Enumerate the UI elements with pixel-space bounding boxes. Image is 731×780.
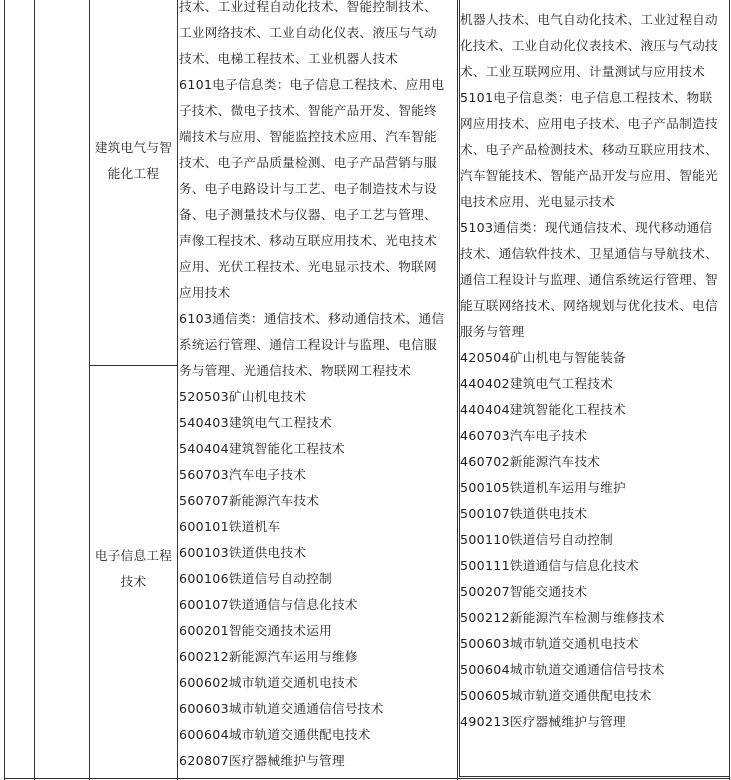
- major-line: 440402建筑电气工程技术: [460, 376, 614, 391]
- major-line: 600201智能交通技术运用: [179, 623, 333, 638]
- major-line: 电技术应用、光电显示技术: [460, 194, 615, 209]
- column-border: [89, 0, 90, 780]
- major-line: 声像工程技术、移动互联应用技术、光电技术: [179, 233, 437, 248]
- middle-column-text: [179, 0, 457, 774]
- major-line: 通信工程设计与监理、通信系统运行管理、智: [460, 272, 718, 287]
- major-line: 务、电子电路设计与工艺、电子制造技术与设: [179, 181, 437, 196]
- major-line: 600212新能源汽车运用与维修: [179, 649, 358, 664]
- major-line: 能互联网络技术、网络规划与优化技术、电信: [460, 298, 718, 313]
- major-line: 540404建筑智能化工程技术: [179, 441, 345, 456]
- major-line: 520503矿山机电技术: [179, 389, 307, 404]
- right-column-bottom-border: [459, 776, 729, 777]
- major-line: 网应用技术、应用电子技术、电子产品制造技: [460, 116, 718, 131]
- column-border: [177, 0, 178, 780]
- major-line: 560707新能源汽车技术: [179, 493, 320, 508]
- major-line: 5103通信类：现代通信技术、现代移动通信: [460, 220, 713, 235]
- major-line: 490213医疗器械维护与管理: [460, 714, 626, 729]
- major-line: 500605城市轨道交通供配电技术: [460, 688, 652, 703]
- category-cell-electronic-info: [90, 543, 177, 595]
- major-line: 600602城市轨道交通机电技术: [179, 675, 358, 690]
- major-line: 工业网络技术、工业自动化仪表、液压与气动: [179, 25, 437, 40]
- major-line: 6103通信类：通信技术、移动通信技术、通信: [179, 311, 445, 326]
- column-border: [457, 0, 458, 780]
- major-line: 备、电子测量技术与仪器、电子工艺与管理、: [179, 207, 437, 222]
- major-line: 440404建筑智能化工程技术: [460, 402, 626, 417]
- major-line: 服务与管理: [460, 324, 525, 339]
- category-name-line: 建筑电气与智: [94, 140, 173, 155]
- category-name-line: 能化工程: [107, 166, 160, 181]
- major-line: 技术、通信软件技术、卫星通信与导航技术、: [460, 246, 718, 261]
- category-cell-building-electrical: [90, 135, 177, 187]
- major-line: 技术、工业过程自动化技术、智能控制技术、: [179, 0, 437, 14]
- major-line: 子技术、微电子技术、智能产品开发、智能终: [179, 103, 437, 118]
- major-line: 500105铁道机车运用与维护: [460, 480, 626, 495]
- major-line: 500604城市轨道交通通信信号技术: [460, 662, 665, 677]
- major-line: 500111铁道通信与信息化技术: [460, 558, 639, 573]
- category-name-line: 技术: [120, 574, 147, 589]
- column-border: [34, 0, 35, 780]
- major-line: 600604城市轨道交通供配电技术: [179, 727, 371, 742]
- category-name-line: 电子信息工程: [94, 548, 173, 563]
- major-line: 620807医疗器械维护与管理: [179, 753, 345, 768]
- major-line: 汽车智能技术、智能产品开发与应用、智能光: [460, 168, 718, 183]
- column-border: [4, 0, 5, 780]
- major-line: 端技术与应用、智能监控技术应用、汽车智能: [179, 129, 437, 144]
- major-line: 500212新能源汽车检测与维修技术: [460, 610, 665, 625]
- right-column-text: [460, 7, 729, 735]
- major-line: 应用技术: [179, 285, 231, 300]
- major-line: 6101电子信息类：电子信息工程技术、应用电: [179, 77, 445, 92]
- major-line: 500603城市轨道交通机电技术: [460, 636, 639, 651]
- major-line: 技术、电梯工程技术、工业机器人技术: [179, 51, 399, 66]
- major-line: 600603城市轨道交通通信信号技术: [179, 701, 384, 716]
- major-line: 600107铁道通信与信息化技术: [179, 597, 358, 612]
- major-line: 540403建筑电气工程技术: [179, 415, 333, 430]
- major-line: 420504矿山机电与智能装备: [460, 350, 626, 365]
- major-line: 500110铁道信号自动控制: [460, 532, 614, 547]
- category-row-divider: [89, 365, 177, 366]
- major-line: 560703汽车电子技术: [179, 467, 307, 482]
- major-line: 术、电子产品检测技术、移动互联应用技术、: [460, 142, 718, 157]
- major-line: 500107铁道供电技术: [460, 506, 588, 521]
- major-line: 系统运行管理、通信工程设计与监理、电信服: [179, 337, 437, 352]
- major-line: 术、工业互联网应用、计量测试与应用技术: [460, 64, 705, 79]
- major-line: 应用、光伏工程技术、光电显示技术、物联网: [179, 259, 437, 274]
- major-line: 460702新能源汽车技术: [460, 454, 601, 469]
- major-line: 460703汽车电子技术: [460, 428, 588, 443]
- major-line: 600106铁道信号自动控制: [179, 571, 333, 586]
- major-line: 化技术、工业自动化仪表技术、液压与气动技: [460, 38, 718, 53]
- table-bottom-border: [4, 778, 730, 779]
- major-line: 5101电子信息类：电子信息工程技术、物联: [460, 90, 713, 105]
- major-line: 机器人技术、电气自动化技术、工业过程自动: [460, 12, 718, 27]
- major-line: 技术、电子产品质量检测、电子产品营销与服: [179, 155, 437, 170]
- major-line: 600103铁道供电技术: [179, 545, 307, 560]
- major-line: 务与管理、光通信技术、物联网工程技术: [179, 363, 412, 378]
- major-line: 500207智能交通技术: [460, 584, 588, 599]
- column-border: [729, 0, 730, 780]
- major-line: 600101铁道机车: [179, 519, 281, 534]
